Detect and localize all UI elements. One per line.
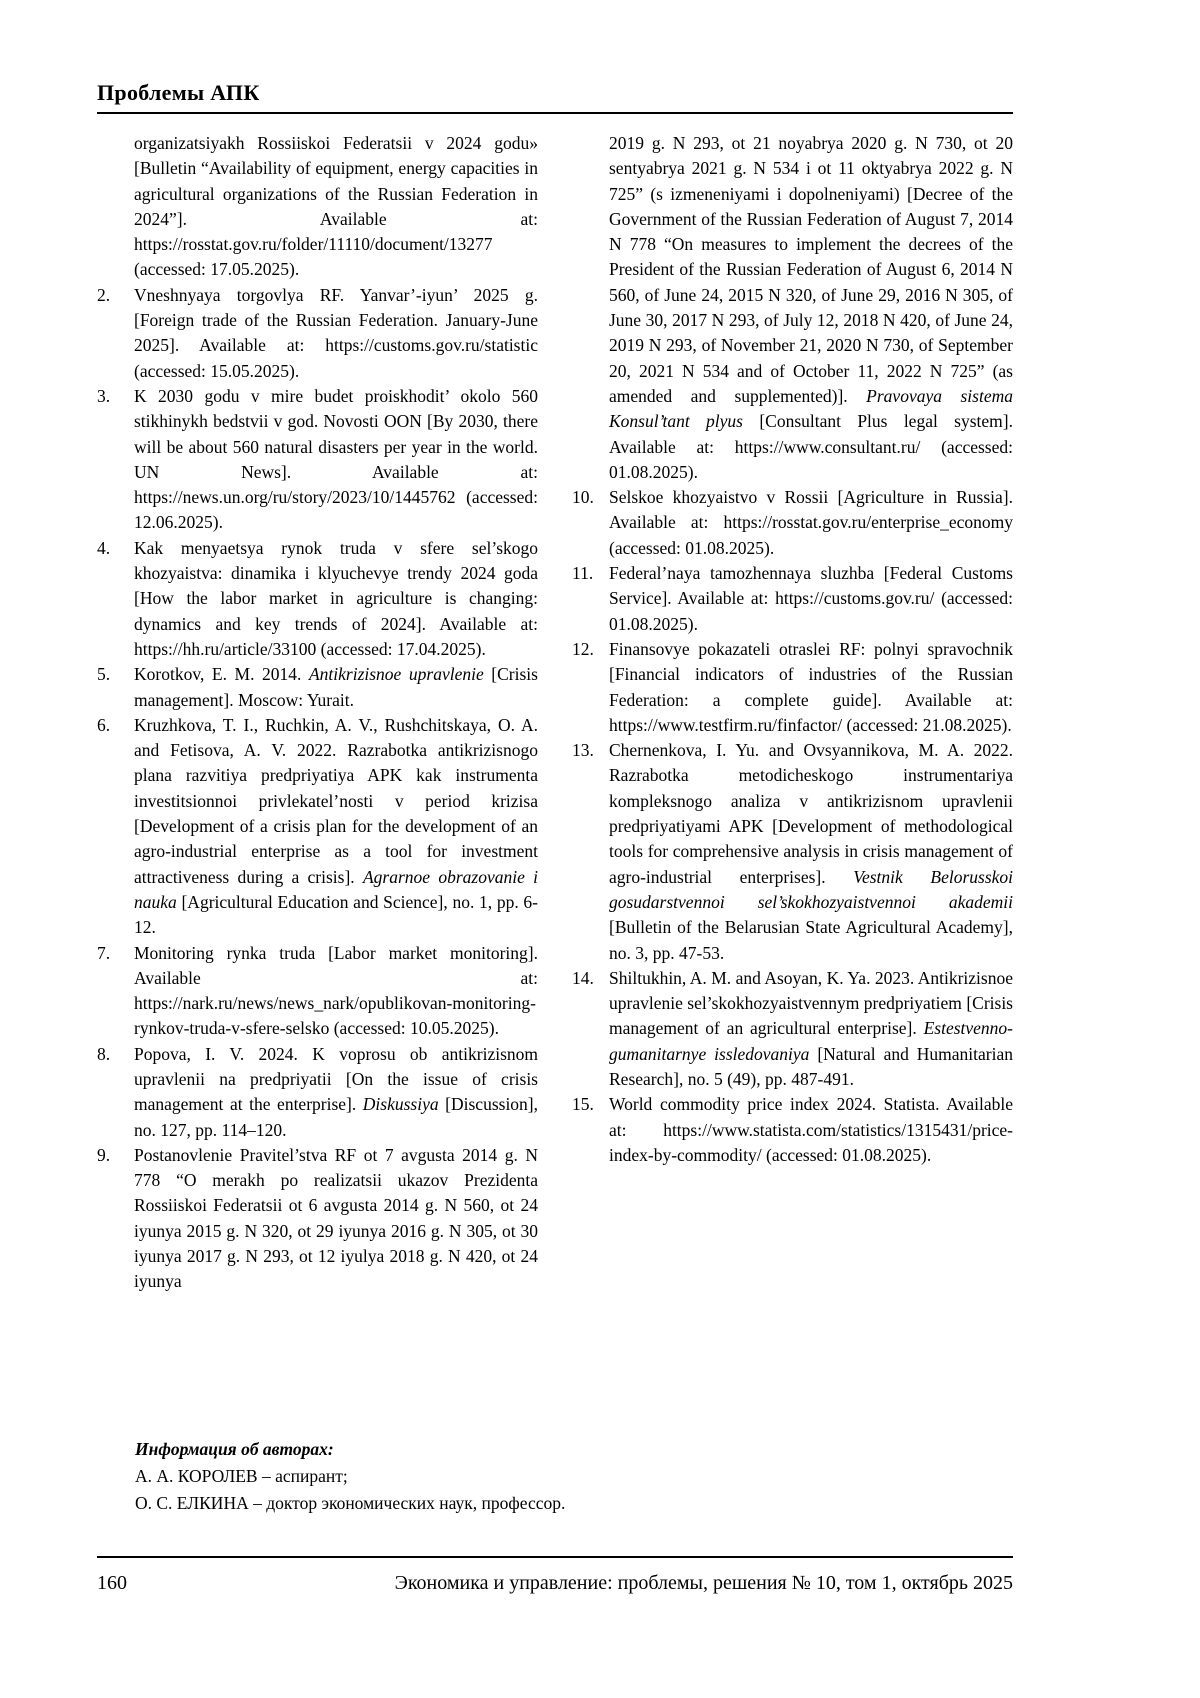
reference-item <box>572 637 1013 738</box>
reference-number: 4. <box>97 537 111 558</box>
source-title-italic: Antikrizisnoe upravlenie <box>308 664 484 685</box>
reference-text: Shiltukhin, A. M. and Asoyan, K. Ya. 2023. Antikrizisnoe upravlenie sel’skokhozyaistvennym predpriyatiem [Crisis management of an agricultural enterprise]. Estestvenno-gumanitarnye issledovaniya [Natural and Humanitarian Research], no. 5 (49), pp. 487-491. <box>609 967 1013 1089</box>
reference-item <box>97 662 538 713</box>
page-number: 160 <box>97 1572 127 1594</box>
reference-number: 9. <box>97 1144 111 1165</box>
reference-text: Monitoring rynka truda [Labor market monitoring]. Available at: https://nark.ru/news/news_nark/opublikovan-monitoring-rynkov-truda-v-sfere-selsko (accessed: 10.05.2025). <box>134 942 538 1039</box>
reference-text: Kak menyaetsya rynok truda v sfere sel’skogo khozyaistva: dinamika i klyuchevye trendy 2024 goda [How the labor market in agriculture is changing: dynamics and key trends of 2024]. Available at: https://hh.ru/article/33100 (accessed: 17.04.2025). <box>134 537 538 659</box>
reference-text: 2019 g. N 293, ot 21 noyabrya 2020 g. N 730, ot 20 sentyabrya 2021 g. N 534 i ot 11 oktyabrya 2022 g. N 725” (s izmeneniyami i dopolneniyami) [Decree of the Government of the Russian Federation of August 7, 2014 N 778 “On measures to implement the decrees of the President of the Russian Federation of August 6, 2014 N 560, of June 24, 2015 N 320, of June 29, 2016 N 305, of June 30, 2017 N 293, of July 12, 2018 N 420, of June 24, 2019 N 293, of November 21, 2020 N 730, of September 20, 2021 N 534 and of October 11, 2022 N 725” (as amended and supplemented)]. Pravovaya sistema Konsul’tant plyus [Consultant Plus legal system]. Available at: https://www.consultant.ru/ (accessed: 01.08.2025). <box>609 133 1013 482</box>
references-column-right <box>572 131 1013 1168</box>
reference-item <box>97 941 538 1042</box>
references-column-left <box>97 131 538 1295</box>
reference-number: 2. <box>97 284 111 305</box>
reference-item <box>572 1092 1013 1168</box>
reference-item <box>572 485 1013 561</box>
reference-text: Kruzhkova, T. I., Ruchkin, A. V., Rushchitskaya, O. A. and Fetisova, A. V. 2022. Razrabotka antikrizisnogo plana razvitiya predpriyatiya APK kak instrumenta investitsionnoi privlekatel’nosti v period krizisa [Development of a crisis plan for the development of an agro-industrial enterprise as a tool for investment attractiveness during a crisis]. Agrarnoe obrazovanie i nauka [Agricultural Education and Science], no. 1, pp. 6-12. <box>134 714 538 938</box>
reference-number: 5. <box>97 664 111 685</box>
authors-info-heading: Информация об авторах: <box>135 1439 334 1459</box>
section-header: Проблемы АПК <box>97 80 260 105</box>
reference-number: 12. <box>572 638 594 659</box>
reference-text: Selskoe khozyaistvo v Rossii [Agriculture in Russia]. Available at: https://rosstat.gov.ru/enterprise_economy (accessed: 01.08.2025). <box>609 487 1013 558</box>
reference-item <box>97 713 538 941</box>
reference-number: 13. <box>572 740 594 761</box>
author-line: О. С. ЕЛКИНА – доктор экономических наук, профессор. <box>135 1493 566 1513</box>
source-title-italic: Estestvenno-gumanitarnye issledovaniya <box>609 1018 1013 1064</box>
reference-text: K 2030 godu v mire budet proiskhodit’ okolo 560 stikhinykh bedstvii v god. Novosti OON [By 2030, there will be about 560 natural disasters per year in the world. UN News]. Available at: https://news.un.org/ru/story/2023/10/1445762 (accessed: 12.06.2025). <box>134 385 538 533</box>
reference-number: 8. <box>97 1043 111 1064</box>
header-divider <box>97 112 1013 114</box>
reference-item <box>572 738 1013 966</box>
reference-continuation <box>572 131 1013 485</box>
source-title-italic: Pravovaya sistema Konsul’tant plyus <box>609 385 1013 432</box>
reference-item <box>97 536 538 662</box>
reference-text: Chernenkova, I. Yu. and Ovsyannikova, M. A. 2022. Razrabotka metodicheskogo instrumentariya kompleksnogo analiza v antikrizisnom upravlenii predpriyatiyami APK [Development of methodological tools for comprehensive analysis in crisis management of agro-industrial enterprises]. Vestnik Belorusskoi gosudarstvennoi sel’skokhozyaistvennoi akademii [Bulletin of the Belarusian State Agricultural Academy], no. 3, pp. 47-53. <box>609 740 1014 963</box>
author-line: А. А. КОРОЛЕВ – аспирант; <box>135 1466 348 1486</box>
source-title-italic: Vestnik Belorusskoi gosudarstvennoi sel’skokhozyaistvennoi akademii <box>609 866 1014 912</box>
reference-text: Popova, I. V. 2024. K voprosu ob antikrizisnom upravlenii na predpriyatii [On the issue of crisis management at the enterprise]. Diskussiya [Discussion], no. 127, pp. 114–120. <box>134 1043 539 1140</box>
reference-item <box>97 384 538 536</box>
reference-number: 15. <box>572 1094 594 1115</box>
authors-info <box>135 1436 975 1517</box>
reference-item <box>97 283 538 384</box>
references-section <box>97 131 1013 1295</box>
reference-item <box>572 561 1013 637</box>
source-title-italic: Agrarnoe obrazovanie i nauka <box>134 866 538 912</box>
reference-text: Vneshnyaya torgovlya RF. Yanvar’-iyun’ 2025 g. [Foreign trade of the Russian Federation. January-June 2025]. Available at: https://customs.gov.ru/statistic (accessed: 15.05.2025). <box>134 284 538 381</box>
reference-item <box>97 1143 538 1295</box>
reference-continuation <box>97 131 538 283</box>
reference-number: 14. <box>572 967 594 988</box>
page-footer <box>97 1572 1013 1595</box>
reference-number: 11. <box>572 563 594 584</box>
footer-divider <box>97 1556 1013 1558</box>
reference-number: 6. <box>97 714 111 735</box>
reference-number: 3. <box>97 385 111 406</box>
reference-text: Federal’naya tamozhennaya sluzhba [Federal Customs Service]. Available at: https://customs.gov.ru/ (accessed: 01.08.2025). <box>609 563 1013 634</box>
journal-title: Экономика и управление: проблемы, решения № 10, том 1, октябрь 2025 <box>394 1572 1013 1594</box>
reference-item <box>572 966 1013 1092</box>
reference-text: Korotkov, E. M. 2014. Antikrizisnoe upravlenie [Crisis management]. Moscow: Yurait. <box>134 664 538 710</box>
reference-number: 10. <box>572 487 594 508</box>
reference-text: Finansovye pokazateli otraslei RF: polnyi spravochnik [Financial indicators of industries of the Russian Federation: a complete guide]. Available at: https://www.testfirm.ru/finfactor/ (accessed: 21.08.2025). <box>609 638 1013 735</box>
source-title-italic: Diskussiya <box>362 1094 439 1115</box>
reference-number: 7. <box>97 942 111 963</box>
reference-text: organizatsiyakh Rossiiskoi Federatsii v 2024 godu» [Bulletin “Availability of equipment, energy capacities in agricultural organizations of the Russian Federation in 2024”]. Available at: https://rosstat.gov.ru/folder/11110/document/13277 (accessed: 17.05.2025). <box>134 133 538 280</box>
reference-text: Postanovlenie Pravitel’stva RF ot 7 avgusta 2014 g. N 778 “O merakh po realizatsii ukazov Prezidenta Rossiiskoi Federatsii ot 6 avgusta 2014 g. N 560, ot 24 iyunya 2015 g. N 320, ot 29 iyunya 2016 g. N 305, ot 30 iyunya 2017 g. N 293, ot 12 iyulya 2018 g. N 420, ot 24 iyunya <box>134 1144 538 1292</box>
reference-text: World commodity price index 2024. Statista. Available at: https://www.statista.com/statistics/1315431/price-index-by-commodity/ (accessed: 01.08.2025). <box>609 1094 1013 1165</box>
reference-item <box>97 1042 538 1143</box>
